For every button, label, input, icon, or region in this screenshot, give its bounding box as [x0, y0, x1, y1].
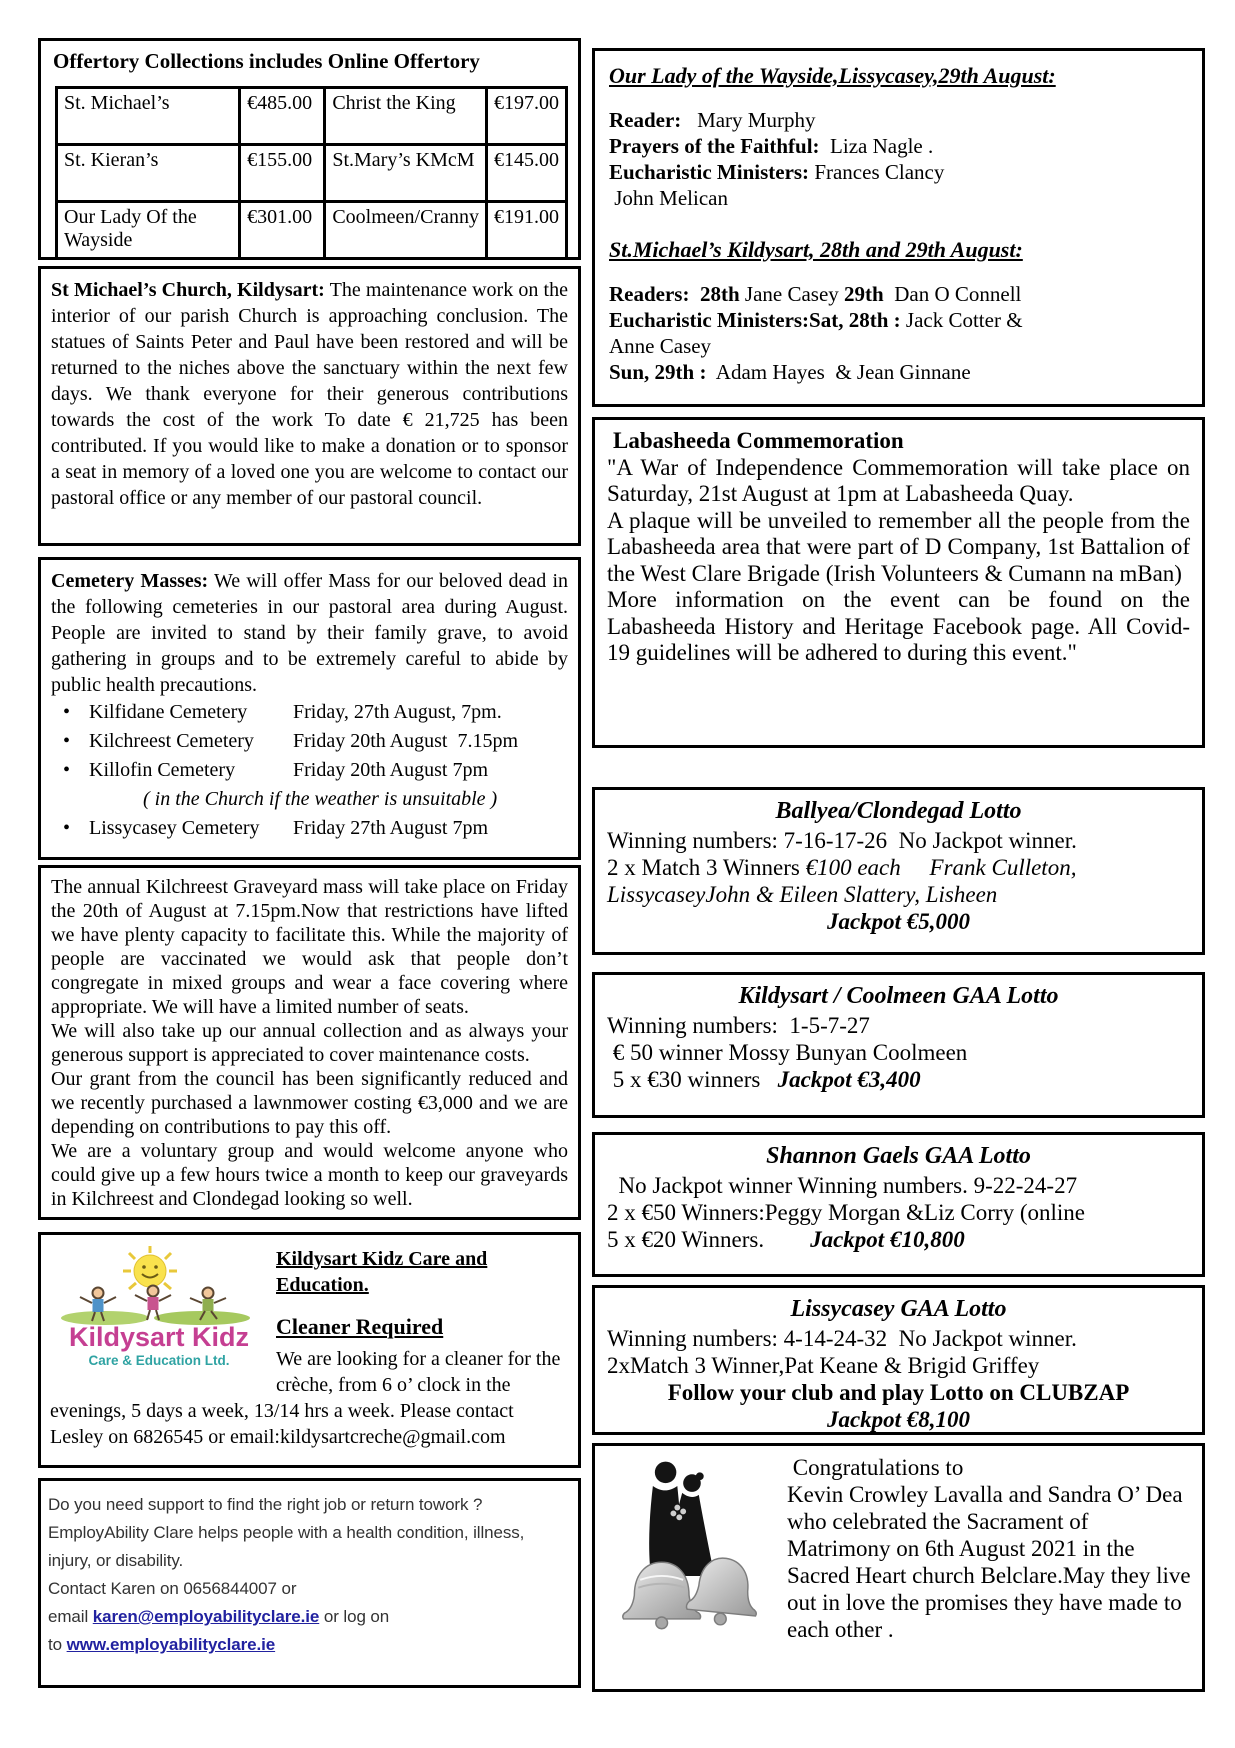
weather-note: ( in the Church if the weather is unsuitable ): [143, 788, 498, 810]
winning-numbers-line: No Jackpot winner Winning numbers. 9-22-24-27: [607, 1173, 1078, 1198]
match3-winner-1: Frank Culleton,: [900, 855, 1077, 880]
labasheeda-heading: Labasheeda Commemoration: [613, 428, 904, 453]
lissycasey-lotto-box: [592, 1285, 1205, 1435]
eucharistic-line-2: John Melican: [609, 186, 728, 210]
email-prefix: email: [48, 1607, 93, 1626]
table-row: [57, 145, 567, 202]
jackpot-amount: Jackpot €10,800: [810, 1227, 965, 1252]
church-name: Coolmeen/Cranny: [325, 202, 487, 259]
employability-box: [38, 1478, 581, 1688]
offertory-table: [55, 86, 568, 260]
labasheeda-commemoration-box: [592, 417, 1205, 748]
kidz-logo-title: Kildysart Kidz: [68, 1322, 250, 1352]
match3-winner-2: LissycaseyJohn & Eileen Slattery, Lisheen: [607, 882, 998, 907]
st-michaels-maintenance-box: [38, 266, 581, 546]
amount: €197.00: [486, 88, 566, 145]
church-name: St.Mary’s KMcM: [325, 145, 487, 202]
kildysart-kidz-box: [38, 1232, 581, 1468]
match3-amount: €100 each: [805, 855, 901, 880]
lotto-title: Shannon Gaels GAA Lotto: [766, 1143, 1031, 1169]
small-winners-text: 5 x €30 winners: [607, 1067, 778, 1092]
employ-line-1: Do you need support to find the right job or return towork ?: [48, 1495, 483, 1514]
sat-label: Eucharistic Ministers:Sat, 28th :: [609, 308, 901, 332]
email-suffix: or log on: [319, 1607, 390, 1626]
readers-label: Readers: 28th: [609, 282, 740, 306]
winning-numbers-line: Winning numbers: 1-5-7-27: [607, 1013, 870, 1038]
employ-contact-line: Contact Karen on 0656844007 or: [48, 1579, 297, 1598]
jackpot-line: Jackpot €8,100: [826, 1407, 971, 1432]
church-name: St. Kieran’s: [57, 145, 240, 202]
winning-numbers-line: Winning numbers: 4-14-24-32 No Jackpot winner.: [607, 1326, 1077, 1351]
cemetery-time: Friday 20th August 7.15pm: [293, 730, 519, 752]
cemetery-time: Friday, 27th August, 7pm.: [293, 701, 502, 723]
prayers-name: Liza Nagle .: [819, 134, 934, 158]
lotto-title: Kildysart / Coolmeen GAA Lotto: [738, 983, 1059, 1009]
cleaner-required-heading: Cleaner Required: [276, 1314, 444, 1339]
wedding-body: Kevin Crowley Lavalla and Sandra O’ Dea who celebrated the Sacrament of Matrimony on 6th August 2021 in the Sacred Heart church Belclare.May they live out in love the promises they have made to each other .: [787, 1482, 1191, 1642]
website-link[interactable]: www.employabilityclare.ie: [66, 1635, 276, 1654]
cemetery-time: Friday 20th August 7pm: [293, 759, 489, 781]
employ-line-2: EmployAbility Clare helps people with a health condition, illness, injury, or disability.: [48, 1523, 525, 1570]
list-item: [51, 698, 568, 727]
church-name: Christ the King: [325, 88, 487, 145]
cemetery-name: Kilchreest Cemetery: [89, 730, 254, 752]
cemetery-body: We will offer Mass for our beloved dead in the following cemeteries in our pastoral area during August. People are invited to stand by their family grave, to avoid gathering in groups and to be extremely careful to abide by public health precautions.: [51, 570, 568, 696]
table-row: [57, 88, 567, 145]
small-winners-text: 5 x €20 Winners.: [607, 1227, 811, 1252]
labasheeda-paragraph-3: More information on the event can be found on the Labasheeda History and Heritage Facebook page. All Covid-19 guidelines will be adhered to during this event.": [607, 587, 1190, 665]
small-winners-line: [607, 1226, 1190, 1253]
sun-icon: [123, 1246, 177, 1289]
sun-ministers-line: [609, 359, 1188, 385]
list-item: [51, 814, 568, 843]
cemetery-masses-box: [38, 557, 581, 860]
sat-ministers-line: [609, 307, 1188, 333]
amount: €155.00: [240, 145, 325, 202]
table-row: [57, 202, 567, 259]
amount: €145.00: [486, 145, 566, 202]
congratulations-line: Congratulations to: [787, 1455, 964, 1480]
kildysart-rota-heading: St.Michael’s Kildysart, 28th and 29th August:: [609, 237, 1023, 262]
amount: €485.00: [240, 88, 325, 145]
kidz-logo-subtitle: Care & Education Ltd.: [88, 1353, 230, 1368]
sat-names: Jack Cotter &: [900, 308, 1023, 332]
cemetery-paragraph: [51, 568, 568, 698]
st-michaels-body: The maintenance work on the interior of our parish Church is approaching conclusion. The statues of Saints Peter and Paul have been restored and will be returned to the niches above the sanctuary within the next few days. We thank everyone for their generous contributions towards the cost of the work To date € 21,725 has been contributed. If you would like to make a donation or to sponsor a seat in memory of a loved one you are welcome to contact our pastoral office or any member of our pastoral council.: [51, 279, 568, 509]
winners-line: 2 x €50 Winners:Peggy Morgan &Liz Corry (online: [607, 1200, 1085, 1225]
ballyea-clondegad-lotto-box: [592, 787, 1205, 955]
readers-line: [609, 281, 1188, 307]
kidz-heading: Kildysart Kidz Care and Education.: [276, 1248, 488, 1296]
labasheeda-paragraph-1: "A War of Independence Commemoration will take place on Saturday, 21st August at 1pm at Labasheeda Quay.: [607, 454, 1190, 506]
employ-email-line: [48, 1603, 571, 1631]
graveyard-paragraph-2: We will also take up our annual collection and as always your generous support is appreciated to cover maintenance costs.: [51, 1020, 568, 1066]
sat-ministers-cont: Anne Casey: [609, 334, 712, 358]
eucharistic-line: [609, 159, 1188, 185]
small-winners-line: [607, 1066, 1190, 1093]
sun-label: Sun, 29th :: [609, 360, 707, 384]
cemetery-name: Kilfidane Cemetery: [89, 701, 248, 723]
st-michaels-paragraph: [51, 277, 568, 511]
kidz-logo: [50, 1244, 268, 1372]
lotto-title: Lissycasey GAA Lotto: [790, 1296, 1007, 1322]
cemetery-name: Killofin Cemetery: [89, 759, 236, 781]
readers-date-2: 29th: [844, 282, 884, 306]
wayside-rota-heading: Our Lady of the Wayside,Lissycasey,29th August:: [609, 63, 1056, 88]
cemetery-name: Lissycasey Cemetery: [89, 817, 260, 839]
list-item: [51, 727, 568, 756]
jackpot-amount: Jackpot €3,400: [777, 1067, 921, 1092]
shannon-gaels-lotto-box: [592, 1132, 1205, 1277]
email-link[interactable]: karen@employabilityclare.ie: [92, 1607, 320, 1626]
bullet-icon: •: [63, 817, 71, 839]
bullet-icon: •: [63, 759, 71, 781]
graveyard-paragraph-4: We are a voluntary group and would welcome anyone who could give up a few hours twice a month to keep our graveyards in Kilchreest and Clondegad looking so well.: [51, 1140, 568, 1210]
reader-label: Reader:: [609, 108, 682, 132]
st-michaels-lead: St Michael’s Church, Kildysart:: [51, 279, 325, 301]
kildysart-coolmeen-lotto-box: [592, 972, 1205, 1118]
offertory-title: Offertory Collections includes Online Offertory: [53, 49, 480, 73]
sun-names: Adam Hayes & Jean Ginnane: [706, 360, 971, 384]
graveyard-paragraph-3: Our grant from the council has been significantly reduced and we recently purchased a lawnmower costing €3,000 and we are depending on contributions to pay this off.: [51, 1068, 568, 1138]
kilchreest-graveyard-box: [38, 865, 581, 1220]
winner-line: € 50 winner Mossy Bunyan Coolmeen: [607, 1040, 968, 1065]
church-name: St. Michael’s: [57, 88, 240, 145]
graveyard-paragraph-1: The annual Kilchreest Graveyard mass will take place on Friday the 20th of August at 7.15pm.Now that restrictions have lifted we have plenty capacity to facilitate this. While the majority of people are vaccinated we would ask that people don’t congregate in mixed groups and wear a face covering where appropriate. We will have a limited number of seats.: [51, 876, 568, 1018]
eucharistic-label: Eucharistic Ministers:: [609, 160, 810, 184]
match3-line: [607, 854, 1190, 881]
jackpot-line: Jackpot €5,000: [826, 909, 971, 934]
prayers-line: [609, 133, 1188, 159]
list-item: [51, 756, 568, 785]
cemetery-lead: Cemetery Masses:: [51, 570, 209, 592]
amount: €191.00: [486, 202, 566, 259]
labasheeda-paragraph-2: A plaque will be unveiled to remember all the people from the Labasheeda area that were part of D Company, 1st Battalion of the West Clare Brigade (Irish Volunteers & Cumann na mBan): [607, 507, 1190, 586]
reader-name: Mary Murphy: [681, 108, 816, 132]
wedding-congratulations-box: [592, 1443, 1205, 1692]
readers-name-2: Dan O Connell: [883, 282, 1022, 306]
cemetery-time: Friday 27th August 7pm: [293, 817, 489, 839]
wedding-couple-bells-image: [605, 1454, 777, 1650]
match3-line: 2xMatch 3 Winner,Pat Keane & Brigid Griffey: [607, 1353, 1040, 1378]
ministers-rota-box: [592, 48, 1205, 407]
offertory-collections-box: [38, 38, 581, 260]
clubzap-line: Follow your club and play Lotto on CLUBZAP: [667, 1380, 1130, 1405]
kidz-body: We are looking for a cleaner for the crèche, from 6 o’ clock in the evenings, 5 days a week, 13/14 hrs a week. Please contact Lesley on 6826545 or email:kildysartcreche@gmail.com: [50, 1348, 561, 1448]
prayers-label: Prayers of the Faithful:: [609, 134, 820, 158]
readers-name-1: Jane Casey: [739, 282, 845, 306]
match3-prefix: 2 x Match 3 Winners: [607, 855, 806, 880]
winning-numbers-line: Winning numbers: 7-16-17-26 No Jackpot winner.: [607, 828, 1077, 853]
eucharistic-name: Frances Clancy: [809, 160, 945, 184]
bullet-icon: •: [63, 730, 71, 752]
lotto-title: Ballyea/Clondegad Lotto: [775, 798, 1022, 824]
web-prefix: to: [48, 1635, 67, 1654]
employ-web-line: [48, 1631, 571, 1659]
reader-line: [609, 107, 1188, 133]
amount: €301.00: [240, 202, 325, 259]
church-name: Our Lady Of the Wayside: [57, 202, 240, 259]
bullet-icon: •: [63, 701, 71, 723]
